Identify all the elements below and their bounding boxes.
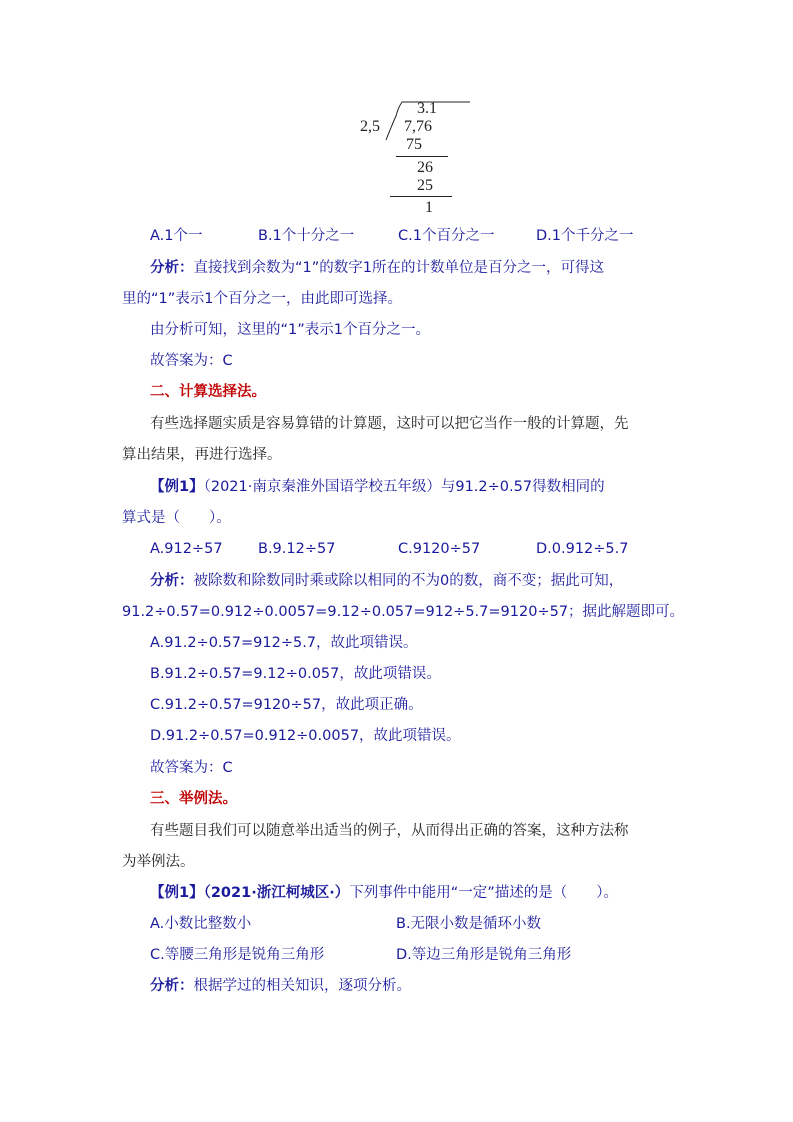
- section-title-3: 三、举例法。: [150, 791, 237, 807]
- example-question: [150, 883, 618, 903]
- section-title-2: 二、计算选择法。: [150, 384, 266, 400]
- option-b: B.9.12÷57: [258, 541, 336, 557]
- option-c: C.1个百分之一: [398, 228, 495, 244]
- remainder: 1: [425, 199, 433, 216]
- answer: 故答案为：C: [150, 353, 233, 369]
- section-intro-continued: 算出结果，再进行选择。: [122, 447, 282, 463]
- section-intro-continued: 为举例法。: [122, 854, 195, 870]
- subtrahend-2: 25: [417, 177, 433, 194]
- example-tag: 【例1】: [150, 885, 204, 901]
- long-division: [360, 100, 470, 220]
- dividend: 7,76: [404, 118, 432, 135]
- question-text: 下列事件中能用“一定”描述的是（ ）。: [349, 885, 618, 901]
- analysis-label: 分析：: [150, 260, 194, 276]
- section-intro: 有些选择题实质是容易算错的计算题，这时可以把它当作一般的计算题，先: [150, 416, 629, 432]
- analysis-continued: 里的“1”表示1个百分之一，由此即可选择。: [122, 291, 402, 307]
- partial-remainder: 26: [417, 159, 433, 176]
- example-tag: 【例1】: [150, 479, 204, 495]
- option-a: A.小数比整数小: [150, 916, 252, 932]
- answer: 故答案为：C: [150, 760, 233, 776]
- option-d: D.等边三角形是锐角三角形: [396, 947, 572, 963]
- analysis-label: 分析：: [150, 573, 194, 589]
- option-d: D.1个千分之一: [536, 228, 634, 244]
- analysis-paragraph: [150, 571, 623, 591]
- question-text: （2021·南京秦淮外国语学校五年级）与91.2÷0.57得数相同的: [203, 479, 605, 495]
- option-explanation-a: A.91.2÷0.57=912÷5.7，故此项错误。: [150, 635, 418, 651]
- example-question: [150, 477, 605, 497]
- analysis-continued: 91.2÷0.57=0.912÷0.0057=9.12÷0.057=912÷5.7=9120÷57；据此解题即可。: [122, 604, 685, 620]
- option-explanation-c: C.91.2÷0.57=9120÷57，故此项正确。: [150, 697, 423, 713]
- subtrahend-1: 75: [406, 136, 422, 153]
- option-explanation-d: D.91.2÷0.57=0.912÷0.0057，故此项错误。: [150, 728, 461, 744]
- option-c: C.9120÷57: [398, 541, 481, 557]
- explanation: 由分析可知，这里的“1”表示1个百分之一。: [150, 322, 430, 338]
- divisor: 2,5: [360, 118, 380, 135]
- analysis-paragraph: [150, 976, 411, 996]
- example-source: （2021·浙江柯城区·）: [203, 885, 350, 901]
- question-continued: 算式是（ ）。: [122, 510, 231, 526]
- option-b: B.1个十分之一: [258, 228, 355, 244]
- analysis-paragraph: [150, 258, 604, 278]
- rule-2: [390, 196, 452, 197]
- analysis-text: 根据学过的相关知识，逐项分析。: [193, 978, 411, 994]
- analysis-label: 分析：: [150, 978, 194, 994]
- option-b: B.无限小数是循环小数: [396, 916, 542, 932]
- option-a: A.912÷57: [150, 541, 223, 557]
- option-a: A.1个一: [150, 228, 203, 244]
- rule-1: [396, 156, 448, 157]
- option-d: D.0.912÷5.7: [536, 541, 629, 557]
- quotient: 3.1: [417, 100, 437, 117]
- section-intro: 有些题目我们可以随意举出适当的例子，从而得出正确的答案，这种方法称: [150, 823, 629, 839]
- analysis-text: 被除数和除数同时乘或除以相同的不为0的数，商不变；据此可知，: [193, 573, 624, 589]
- option-c: C.等腰三角形是锐角三角形: [150, 947, 325, 963]
- analysis-text: 直接找到余数为“1”的数字1所在的计数单位是百分之一，可得这: [193, 260, 604, 276]
- option-explanation-b: B.91.2÷0.57=9.12÷0.057，故此项错误。: [150, 666, 441, 682]
